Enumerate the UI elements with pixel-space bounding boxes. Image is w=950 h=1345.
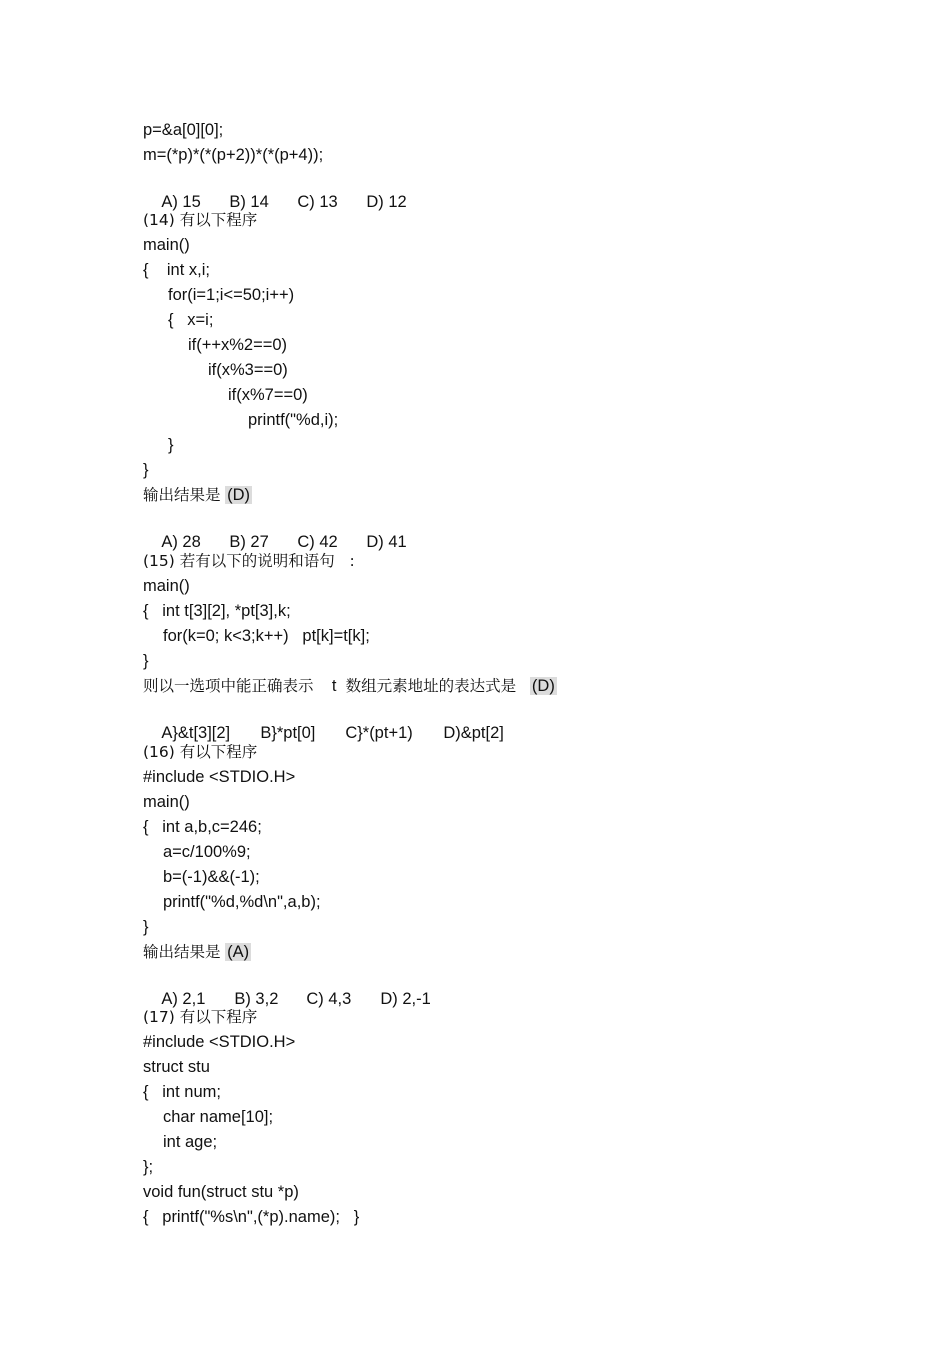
option-a: A) 15 [161,193,201,211]
question-text [143,675,557,697]
question-heading: (15) 若有以下的说明和语句 : [143,552,355,570]
option-d: D) 2,-1 [380,990,431,1008]
question-part-1: 则以一选项中能正确表示 [143,677,314,695]
q16-options [143,966,431,1008]
option-a: A) 28 [161,533,201,551]
option-b: B}*pt[0] [260,724,316,742]
code-line: if(++x%2==0) [188,336,288,354]
option-d: D) 41 [366,533,407,551]
code-line: struct stu [143,1058,210,1076]
code-line: printf("%d,i); [248,411,339,429]
code-line: void fun(struct stu *p) [143,1183,299,1201]
code-line: { x=i; [168,311,214,329]
result-line [143,484,252,506]
code-line: for(k=0; k<3;k++) pt[k]=t[k]; [163,627,370,645]
option-c: C) 13 [297,193,338,211]
code-line: #include <STDIO.H> [143,1033,296,1051]
answer-highlight: (D) [531,677,555,695]
question-part-2: 数组元素地址的表达式是 [345,677,517,695]
option-b: B) 27 [229,533,269,551]
question-var: t [331,677,337,695]
q14-options [143,509,407,551]
option-d: D)&pt[2] [443,724,504,742]
code-line: p=&a[0][0]; [143,121,224,139]
code-line: #include <STDIO.H> [143,768,296,786]
code-line: main() [143,577,190,595]
code-line: }; [143,1158,154,1176]
code-line: if(x%3==0) [208,361,288,379]
code-line: { int t[3][2], *pt[3],k; [143,602,291,620]
result-label: 输出结果是 [143,486,221,504]
code-line: } [143,652,149,670]
option-b: B) 3,2 [234,990,279,1008]
code-line: { printf("%s\n",(*p).name); } [143,1208,360,1226]
result-label: 输出结果是 [143,943,221,961]
option-c: C) 4,3 [306,990,352,1008]
option-b: B) 14 [229,193,269,211]
code-line: a=c/100%9; [163,843,251,861]
answer-highlight: (D) [227,486,251,504]
q15-options [143,700,504,742]
option-a: A) 2,1 [161,990,206,1008]
option-c: C}*(pt+1) [345,724,413,742]
code-line: { int a,b,c=246; [143,818,262,836]
result-line [143,941,251,963]
code-line: m=(*p)*(*(p+2))*(*(p+4)); [143,146,324,164]
code-line: b=(-1)&&(-1); [163,868,260,886]
code-line: printf("%d,%d\n",a,b); [163,893,321,911]
code-line: { int num; [143,1083,221,1101]
code-line: { int x,i; [143,261,210,279]
option-d: D) 12 [366,193,407,211]
question-heading: (16) 有以下程序 [143,743,258,761]
code-line: } [143,461,149,479]
code-line: } [143,918,149,936]
question-heading: (14) 有以下程序 [143,211,258,229]
code-line: main() [143,236,190,254]
code-line: if(x%7==0) [228,386,308,404]
code-line: } [168,436,174,454]
code-line: char name[10]; [163,1108,274,1126]
q13-options [143,169,407,211]
code-line: int age; [163,1133,218,1151]
option-c: C) 42 [297,533,338,551]
code-line: main() [143,793,190,811]
option-a: A}&t[3][2] [161,724,231,742]
answer-highlight: (A) [227,943,250,961]
code-line: for(i=1;i<=50;i++) [168,286,295,304]
question-heading: (17) 有以下程序 [143,1008,258,1026]
